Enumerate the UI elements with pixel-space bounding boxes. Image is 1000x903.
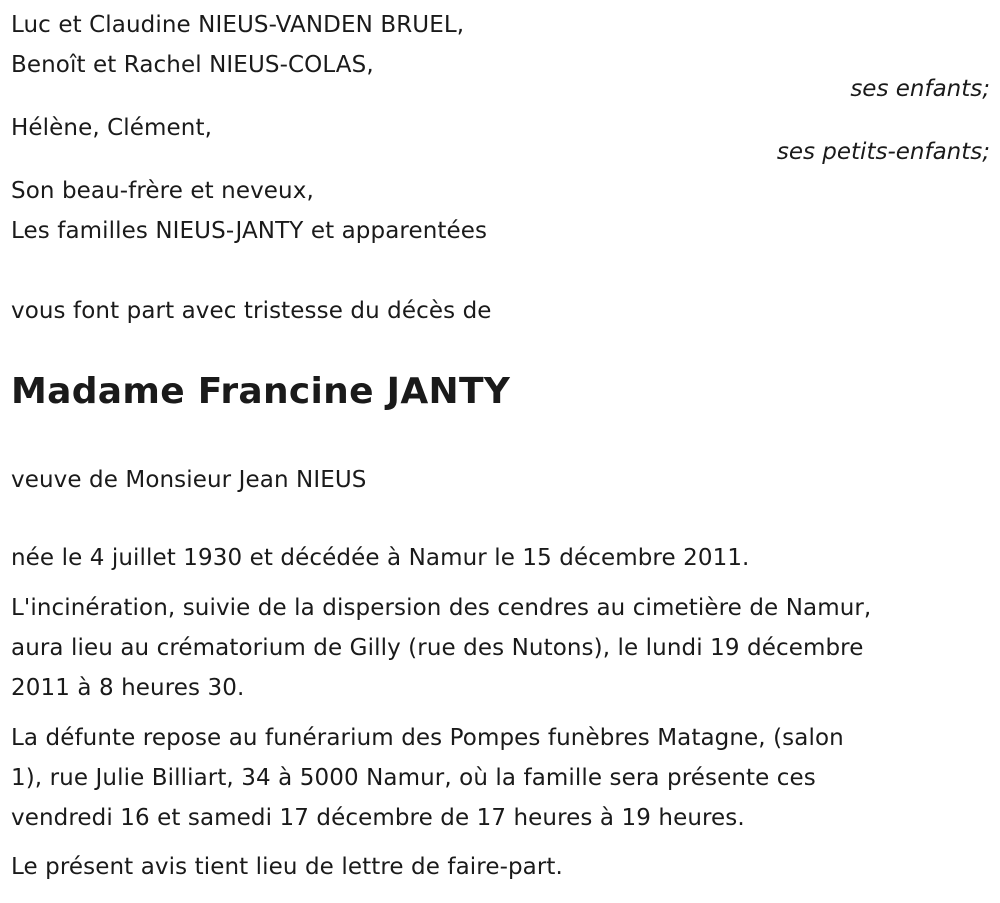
- relatives-line-2: Les familles NIEUS-JANTY et apparentées: [11, 218, 488, 244]
- relatives-line-1: Son beau-frère et neveux,: [11, 178, 314, 204]
- family-line-children-1: Luc et Claudine NIEUS-VANDEN BRUEL,: [11, 12, 465, 38]
- cremation-line-3: 2011 à 8 heures 30.: [11, 675, 245, 701]
- announcement-text: vous font part avec tristesse du décès de: [11, 298, 492, 324]
- rest-line-2: 1), rue Julie Billiart, 34 à 5000 Namur, où la famille sera présente ces: [11, 765, 816, 791]
- rest-line-3: vendredi 16 et samedi 17 décembre de 17 heures à 19 heures.: [11, 805, 745, 831]
- family-line-children-2: Benoît et Rachel NIEUS-COLAS,: [11, 52, 374, 78]
- widow-of-line: veuve de Monsieur Jean NIEUS: [11, 467, 367, 493]
- children-role-label: ses enfants;: [850, 76, 990, 102]
- grandchildren-role-label: ses petits-enfants;: [776, 139, 990, 165]
- cremation-line-2: aura lieu au crématorium de Gilly (rue des Nutons), le lundi 19 décembre: [11, 635, 864, 661]
- deceased-name: Madame Francine JANTY: [11, 371, 511, 412]
- grandchildren-line: Hélène, Clément,: [11, 115, 212, 141]
- birth-death-dates: née le 4 juillet 1930 et décédée à Namur le 15 décembre 2011.: [11, 545, 750, 571]
- cremation-line-1: L'incinération, suivie de la dispersion des cendres au cimetière de Namur,: [11, 595, 872, 621]
- closing-line: Le présent avis tient lieu de lettre de faire-part.: [11, 854, 563, 880]
- rest-line-1: La défunte repose au funérarium des Pompes funèbres Matagne, (salon: [11, 725, 844, 751]
